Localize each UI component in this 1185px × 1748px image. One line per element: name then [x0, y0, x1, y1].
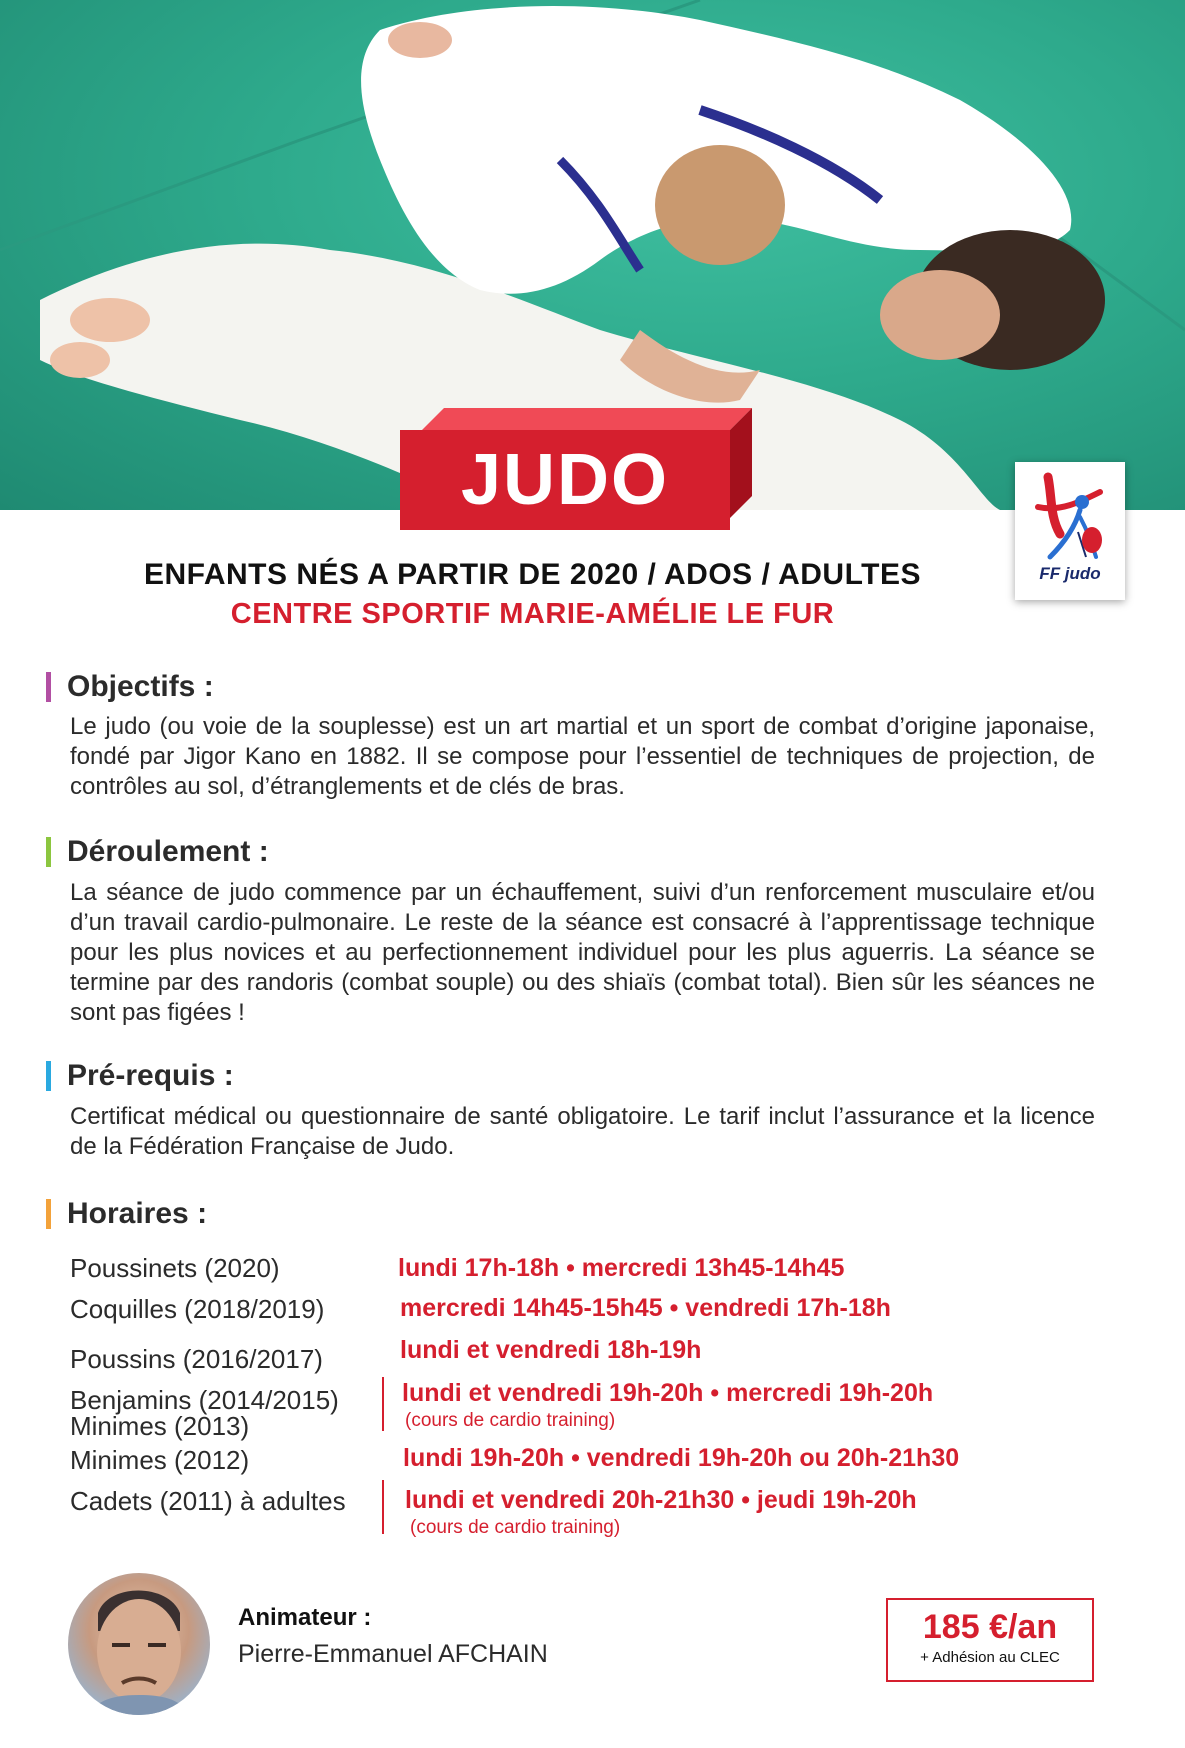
price-amount: 185 €/an [922, 1608, 1058, 1646]
schedule-time: lundi 17h-18h • mercredi 13h45-14h45 [398, 1254, 845, 1282]
section-title-objectifs [46, 670, 214, 704]
schedule-group-label: Poussins (2016/2017) [70, 1344, 323, 1374]
schedule-group-label: Minimes (2012) [70, 1445, 250, 1475]
schedule-group-label-secondary: Minimes (2013) [70, 1411, 250, 1441]
deroulement-text: La séance de judo commence par un échauffement, suivi d’un renforcement musculaire et/ou d’un travail cardio-pulmonaire. Le reste de la séance est consacré à l’apprentissage technique pour les plus novices et au perfectionnement individuel pour les plus aguerris. La séance se termine par des randoris (combat souple) ou des shiaïs (combat total). Bien sûr les séances ne sont pas figées ! [70, 879, 1095, 1026]
animateur-label: Animateur : [238, 1604, 372, 1631]
objectifs-title: Objectifs : [67, 670, 214, 703]
prerequis-text: Certificat médical ou questionnaire de santé obligatoire. Le tarif inclut l’assurance et la licence de la Fédération Française de Judo. [70, 1103, 1095, 1160]
section-title-horaires [46, 1197, 207, 1231]
animateur-avatar [68, 1573, 210, 1715]
section-bar-objectifs [46, 672, 51, 702]
price-note: + Adhésion au CLEC [920, 1649, 1060, 1666]
schedule-group-label: Benjamins (2014/2015) [70, 1385, 339, 1415]
objectifs-text: Le judo (ou voie de la souplesse) est un art martial et un sport de combat d’origine japonaise, fondé par Jigor Kano en 1882. Il se compose pour l’essentiel de techniques de projection, de contrôles au sol, d’étranglements et de clés de bras. [70, 713, 1095, 800]
banner-title: JUDO [400, 430, 730, 530]
schedule-time: lundi 19h-20h • vendredi 19h-20h ou 20h-21h30 [403, 1444, 960, 1472]
schedule-group-label: Cadets (2011) à adultes [70, 1486, 346, 1516]
schedule-note: (cours de cardio training) [410, 1517, 621, 1538]
price-box [886, 1598, 1094, 1682]
judo-banner [400, 430, 730, 530]
schedule-time: mercredi 14h45-15h45 • vendredi 17h-18h [400, 1294, 891, 1322]
schedule-time: lundi et vendredi 19h-20h • mercredi 19h-20h [402, 1379, 934, 1407]
schedule-note: (cours de cardio training) [405, 1410, 616, 1431]
animateur-portrait-icon [68, 1573, 210, 1715]
schedule-time: lundi et vendredi 20h-21h30 • jeudi 19h-20h [405, 1486, 917, 1514]
schedule-group-label: Coquilles (2018/2019) [70, 1294, 325, 1324]
schedule-divider [382, 1480, 384, 1534]
deroulement-title: Déroulement : [67, 835, 269, 868]
section-title-deroulement [46, 835, 269, 869]
animateur-name: Pierre-Emmanuel AFCHAIN [238, 1640, 548, 1668]
logo-text: FF judo [1039, 564, 1101, 583]
banner-top-face [422, 408, 752, 430]
horaires-title: Horaires : [67, 1197, 208, 1230]
schedule-group-label: Poussinets (2020) [70, 1253, 280, 1283]
prerequis-title: Pré-requis : [67, 1059, 234, 1092]
schedule-time: lundi et vendredi 18h-19h [400, 1336, 702, 1364]
section-title-prerequis [46, 1059, 234, 1093]
audience-headline: ENFANTS NÉS A PARTIR DE 2020 / ADOS / ADULTES [143, 558, 922, 591]
section-bar-horaires [46, 1199, 51, 1229]
ff-judo-emblem-icon [1030, 472, 1110, 562]
section-bar-deroulement [46, 837, 51, 867]
venue-subline: CENTRE SPORTIF MARIE-AMÉLIE LE FUR [230, 598, 835, 630]
section-bar-prerequis [46, 1061, 51, 1091]
schedule-divider [382, 1377, 384, 1431]
